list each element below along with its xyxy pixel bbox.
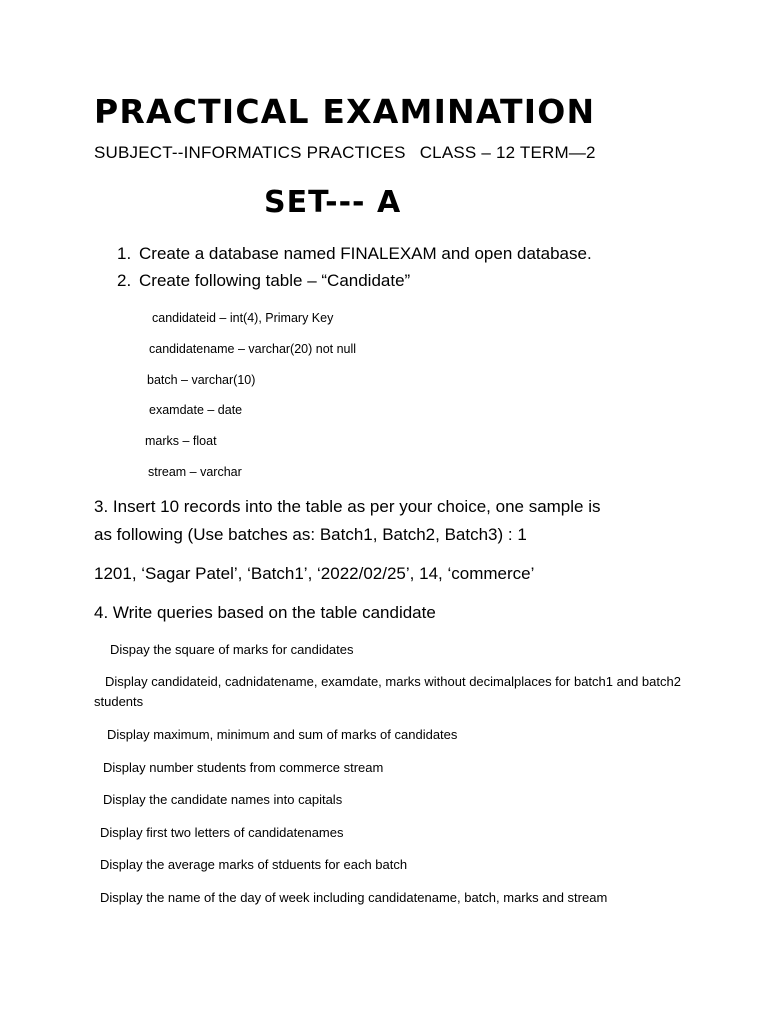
sample-record: 1201, ‘Sagar Patel’, ‘Batch1’, ‘2022/02/25’, 14, ‘commerce’ xyxy=(94,564,535,583)
item-4-heading: 4. Write queries based on the table candidate xyxy=(94,603,436,622)
field-examdate: examdate – date xyxy=(149,403,243,417)
set-heading: SET--- A xyxy=(264,185,402,220)
item-3-line-1: 3. Insert 10 records into the table as per your choice, one sample is xyxy=(94,497,601,516)
query-item: Display the name of the day of week including candidatename, batch, marks and stream xyxy=(100,890,608,905)
list-item-number: 2. xyxy=(117,271,132,290)
page-title: PRACTICAL EXAMINATION xyxy=(94,92,596,131)
list-item-2 xyxy=(117,270,410,292)
subject-text: SUBJECT--INFORMATICS PRACTICES xyxy=(94,143,406,162)
subtitle xyxy=(94,141,596,165)
query-item: Display the average marks of stduents for each batch xyxy=(100,857,408,872)
field-candidateid: candidateid – int(4), Primary Key xyxy=(152,311,334,325)
field-stream: stream – varchar xyxy=(148,465,242,479)
list-item-1 xyxy=(117,243,592,265)
query-item: Display first two letters of candidatenames xyxy=(100,825,344,840)
list-item-text: Create a database named FINALEXAM and open database. xyxy=(139,244,592,263)
query-item: Display number students from commerce stream xyxy=(103,760,384,775)
list-item-number: 1. xyxy=(117,244,132,263)
field-candidatename: candidatename – varchar(20) not null xyxy=(149,342,357,356)
query-item: Display the candidate names into capitals xyxy=(103,792,343,807)
query-item: Dispay the square of marks for candidates xyxy=(110,642,354,657)
class-term-text: CLASS – 12 TERM—2 xyxy=(419,143,596,162)
query-item-text: Display candidateid, cadnidatename, examdate, marks without decimalplaces for batch1 and batch2 students xyxy=(94,674,681,709)
field-marks: marks – float xyxy=(145,434,217,448)
field-batch: batch – varchar(10) xyxy=(147,373,256,387)
query-item-wrapped xyxy=(94,672,694,712)
item-3-line-2: as following (Use batches as: Batch1, Batch2, Batch3) : 1 xyxy=(94,525,527,544)
query-item: Display maximum, minimum and sum of marks of candidates xyxy=(107,727,458,742)
list-item-text: Create following table – “Candidate” xyxy=(139,271,411,290)
